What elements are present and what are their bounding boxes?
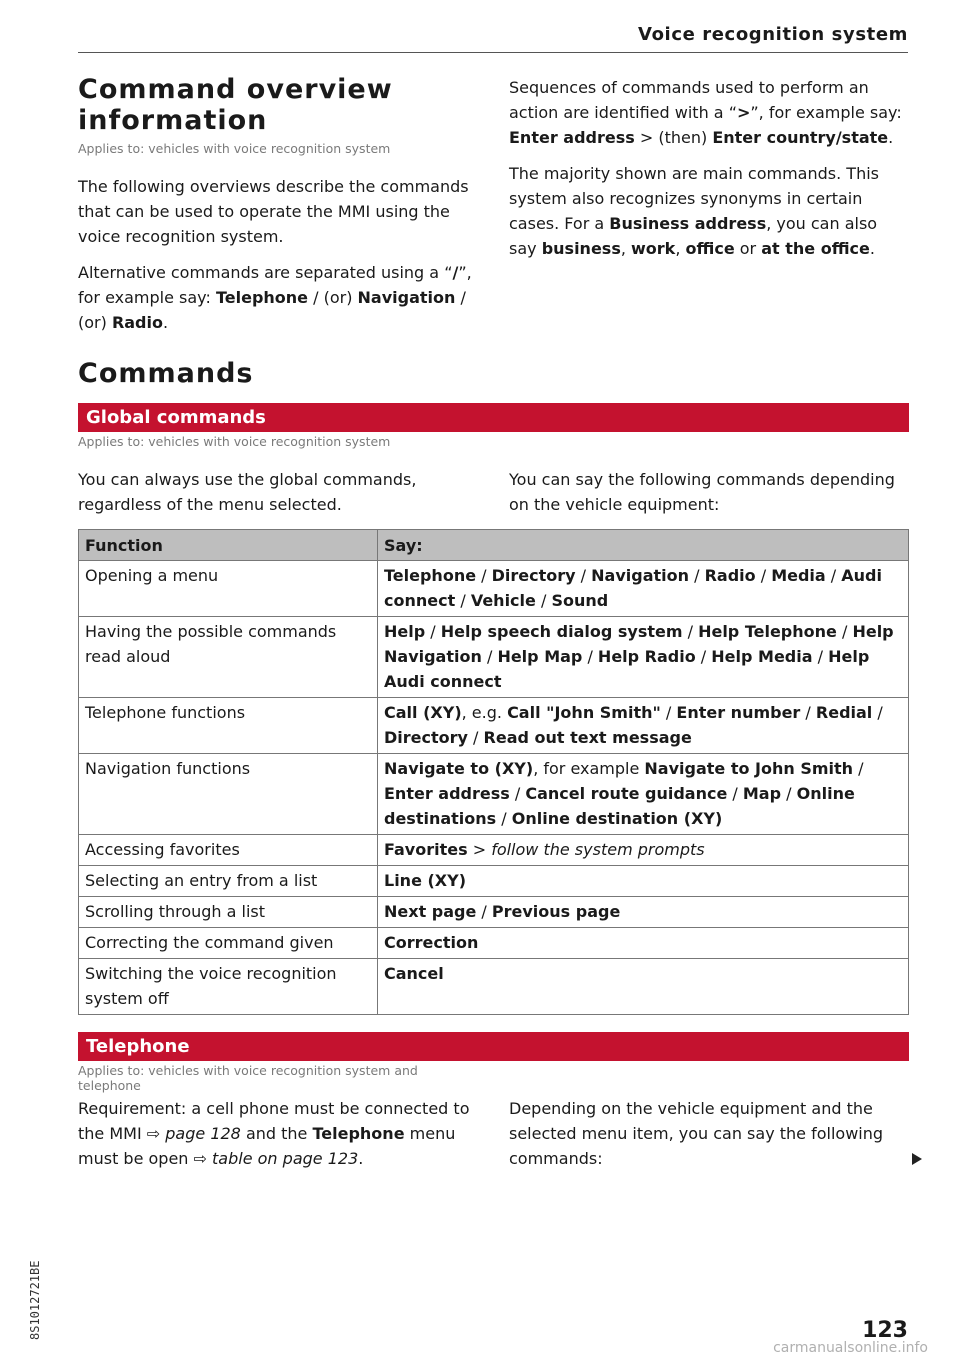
- global-applies: Applies to: vehicles with voice recognition system: [78, 434, 391, 449]
- page-link[interactable]: page 128: [165, 1124, 241, 1143]
- function-cell: Telephone functions: [79, 698, 378, 754]
- table-header-row: [79, 530, 909, 561]
- table-row: [79, 698, 909, 754]
- say-cell: Favorites > follow the system prompts: [378, 835, 909, 866]
- table-row: [79, 897, 909, 928]
- global-right-text: You can say the following commands depending on the vehicle equipment:: [509, 470, 895, 514]
- function-cell: Having the possible commands read aloud: [79, 617, 378, 698]
- overview-paragraph-3: Sequences of commands used to perform an action are identified with a “>”, for example say: Enter address > (then) Enter country/state.: [509, 78, 902, 147]
- function-cell: Scrolling through a list: [79, 897, 378, 928]
- overview-paragraph-4: The majority shown are main commands. This system also recognizes synonyms in certain cases. For a Business address, you can also say business, work, office or at the office.: [509, 164, 879, 258]
- watermark: carmanualsonline.info: [773, 1340, 928, 1356]
- say-cell: Line (XY): [378, 866, 909, 897]
- function-cell: Selecting an entry from a list: [79, 866, 378, 897]
- arrow-right-icon: ⇨: [193, 1149, 207, 1168]
- telephone-bar: Telephone: [78, 1032, 909, 1061]
- table-row: [79, 617, 909, 698]
- function-cell: Switching the voice recognition system off: [79, 959, 378, 1015]
- overview-paragraph-2: Alternative commands are separated using a “/”, for example say: Telephone / (or) Navigation / (or) Radio.: [78, 263, 472, 332]
- say-cell: Next page / Previous page: [378, 897, 909, 928]
- header-divider: [78, 52, 908, 53]
- table-row: [79, 835, 909, 866]
- table-row: [79, 866, 909, 897]
- section-title: Voice recognition system: [638, 24, 908, 45]
- overview-paragraph-1: The following overviews describe the commands that can be used to operate the MMI using the voice recognition system.: [78, 177, 469, 246]
- table-link[interactable]: table on page 123: [212, 1149, 359, 1168]
- say-cell: Call (XY), e.g. Call "John Smith" / Enter number / Redial / Directory / Read out text message: [378, 698, 909, 754]
- overview-heading: [78, 74, 478, 136]
- function-cell: Accessing favorites: [79, 835, 378, 866]
- overview-heading-line2: information: [78, 105, 268, 136]
- global-commands-table: [78, 529, 909, 1015]
- table-row: [79, 928, 909, 959]
- function-cell: Navigation functions: [79, 754, 378, 835]
- function-cell: Correcting the command given: [79, 928, 378, 959]
- global-commands-bar: Global commands: [78, 403, 909, 432]
- arrow-right-icon: ⇨: [146, 1124, 161, 1143]
- function-cell: Opening a menu: [79, 561, 378, 617]
- column-header-say: Say:: [378, 530, 909, 561]
- overview-heading-line1: Command overview: [78, 74, 393, 105]
- table-row: [79, 754, 909, 835]
- table-row: [79, 959, 909, 1015]
- say-cell: Help / Help speech dialog system / Help Telephone / Help Navigation / Help Map / Help Radio / Help Media / Help Audi connect: [378, 617, 909, 698]
- overview-right-text: [509, 75, 909, 261]
- say-cell: Cancel: [378, 959, 909, 1015]
- say-cell: Navigate to (XY), for example Navigate to John Smith / Enter address / Cancel route guidance / Map / Online destinations / Online destination (XY): [378, 754, 909, 835]
- telephone-applies: Applies to: vehicles with voice recognition system and telephone: [78, 1063, 418, 1093]
- document-code: 8S1012721BE: [28, 1260, 42, 1340]
- commands-heading: Commands: [78, 358, 254, 389]
- global-left-text: You can always use the global commands, regardless of the menu selected.: [78, 470, 417, 514]
- say-cell: Correction: [378, 928, 909, 959]
- page-number: 123: [862, 1318, 908, 1343]
- telephone-right-text: Depending on the vehicle equipment and the selected menu item, you can say the following commands:: [509, 1099, 884, 1168]
- overview-applies: Applies to: vehicles with voice recognition system: [78, 141, 391, 156]
- table-body: [79, 561, 909, 1015]
- column-header-function: Function: [79, 530, 378, 561]
- telephone-left-text: Requirement: a cell phone must be connected to the MMI ⇨ page 128 and the Telephone menu must be open ⇨ table on page 123.: [78, 1099, 470, 1168]
- continue-arrow-icon: [912, 1153, 922, 1165]
- say-cell: Telephone / Directory / Navigation / Radio / Media / Audi connect / Vehicle / Sound: [378, 561, 909, 617]
- table-row: [79, 561, 909, 617]
- overview-left-text: [78, 174, 478, 335]
